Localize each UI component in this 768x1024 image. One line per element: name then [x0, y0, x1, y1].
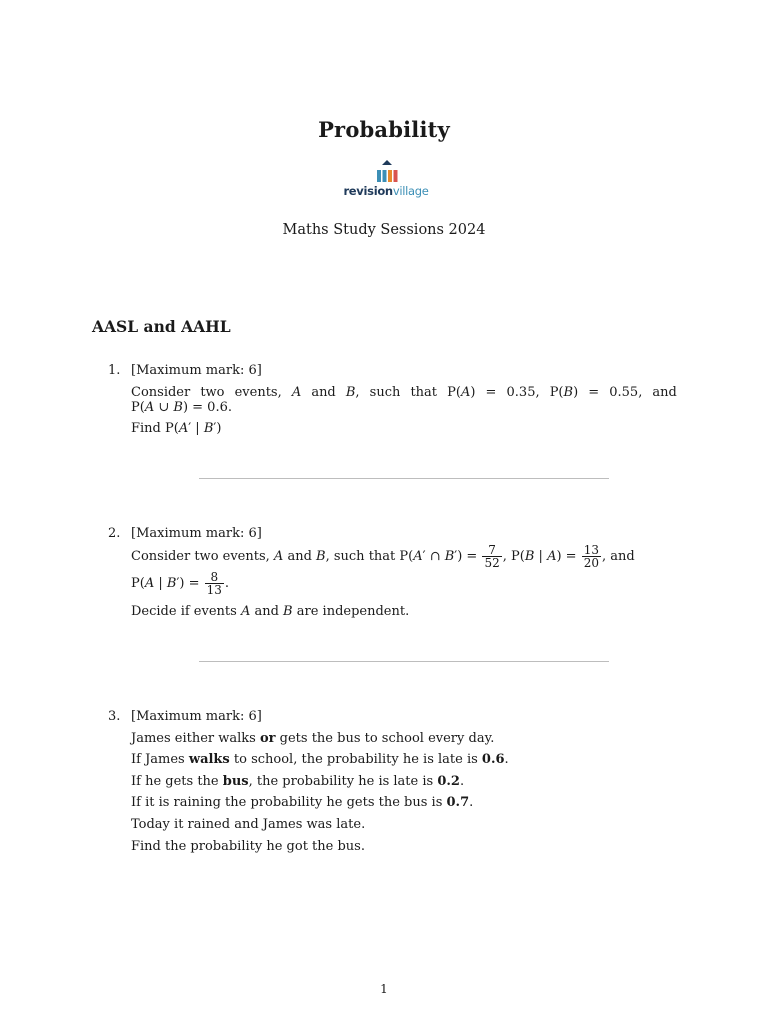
question-line: P(A ∪ B) = 0.6. [131, 400, 232, 415]
document-subtitle: Maths Study Sessions 2024 [282, 222, 486, 238]
divider [199, 478, 609, 479]
logo-wordmark: revisionvillage [343, 184, 429, 198]
question-line: P(A | B′) = $\frac{8}{13}$ . [131, 570, 230, 597]
fraction: $\frac{13}{20}$ [583, 543, 599, 570]
section-heading: AASL and AAHL [92, 317, 231, 336]
question-line: Consider two events, A and B, such that P(A′ ∩ B′) = $\frac{7}{52}$ , P(B | A) = $\frac{13}{20}$ , and [131, 543, 635, 570]
question-line: James either walks or gets the bus to school every day. [131, 731, 495, 746]
divider [199, 661, 609, 662]
fraction: $\frac{7}{52}$ [484, 543, 500, 570]
question-line: If he gets the bus, the probability he is late is 0.2. [131, 774, 465, 789]
revision-village-logo [340, 160, 432, 200]
question-number: 2. [108, 526, 121, 541]
question-number: 3. [108, 709, 121, 724]
question-max-mark: [Maximum mark: 6] [131, 363, 262, 378]
page-number: 1 [380, 982, 388, 996]
logo-bars-icon [372, 160, 402, 184]
question-number: 1. [108, 363, 121, 378]
fraction: $\frac{8}{13}$ [206, 570, 222, 597]
question-line: Find the probability he got the bus. [131, 839, 365, 854]
question-max-mark: [Maximum mark: 6] [131, 526, 262, 541]
question-line: If James walks to school, the probability he is late is 0.6. [131, 752, 509, 767]
question-line: Consider two events, A and B, such that P(A) = 0.35, P(B) = 0.55, and [131, 385, 677, 400]
document-title: Probability [318, 117, 450, 142]
question-line: Decide if events A and B are independent. [131, 604, 410, 619]
question-line: Find P(A′ | B′) [131, 421, 222, 436]
question-line: Today it rained and James was late. [131, 817, 366, 832]
question-max-mark: [Maximum mark: 6] [131, 709, 262, 724]
question-line: If it is raining the probability he gets the bus is 0.7. [131, 795, 474, 810]
